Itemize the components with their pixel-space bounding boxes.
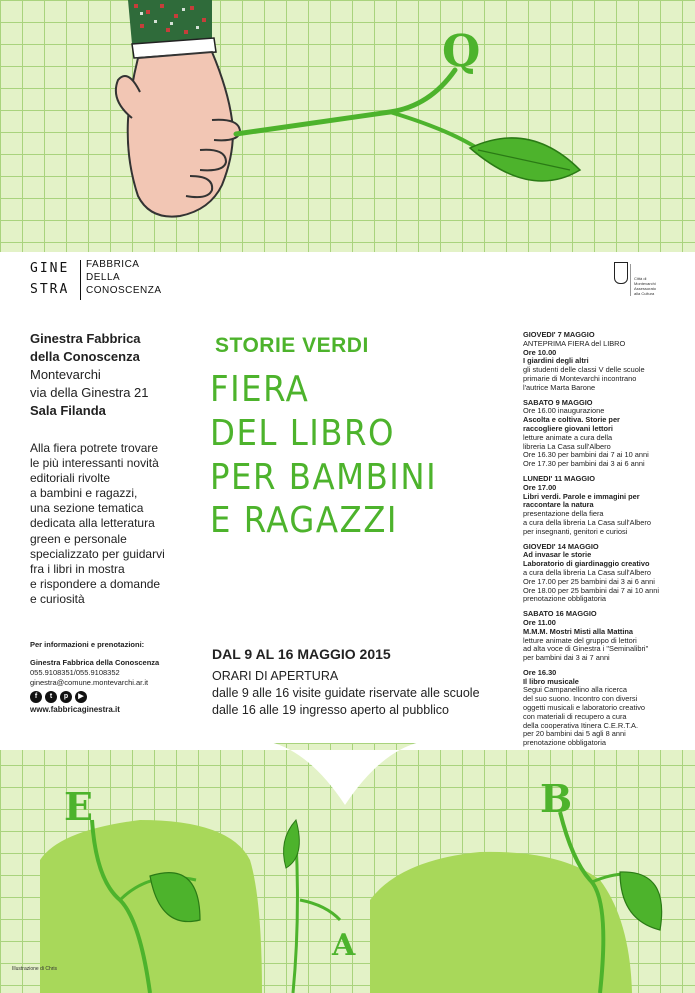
title-line: PER BAMBINI <box>210 456 438 498</box>
event-line: I giardini degli altri <box>523 356 589 366</box>
logo-text <box>86 258 206 297</box>
venue-room: Sala Filanda <box>30 403 106 418</box>
event-line: Ore 10.00 <box>523 347 557 357</box>
twitter-icon[interactable]: t <box>45 691 57 703</box>
event-line: Ore 18.00 per 25 bambini dai 7 ai 10 anni <box>523 585 659 595</box>
logo-text-line: CONOSCENZA <box>86 285 162 296</box>
intro-line: le più interessanti novità <box>30 456 159 471</box>
title-line: DEL LIBRO <box>210 412 396 454</box>
venue-block <box>30 330 205 420</box>
intro-line: green e personale <box>30 531 127 546</box>
event-line: gli studenti delle classi V delle scuole <box>523 365 645 375</box>
event-line: Ore 17.30 per bambini dai 3 ai 6 anni <box>523 459 645 469</box>
intro-line: fra i libri in mostra <box>30 561 125 576</box>
intro-line: e rispondere a domande <box>30 576 161 591</box>
intro-line: a bambini e ragazzi, <box>30 486 138 501</box>
event-line: a cura della libreria La Casa sull'Albero <box>523 517 651 527</box>
comune-logo <box>614 262 684 302</box>
info-email[interactable]: ginestra@comune.montevarchi.ar.it <box>30 678 149 687</box>
svg-text:A: A <box>332 928 356 963</box>
venue-name: Ginestra Fabbrica <box>30 331 141 346</box>
event-day: GIOVEDI' 14 MAGGIO <box>523 541 599 551</box>
event-line: libreria La Casa sull'Albero <box>523 441 611 451</box>
comune-line: alla Cultura <box>634 291 655 296</box>
website-link[interactable]: www.fabbricaginestra.it <box>30 705 120 714</box>
social-icons <box>30 691 215 703</box>
hand <box>116 52 240 217</box>
intro-line: Alla fiera potrete trovare <box>30 441 159 455</box>
illustration-credit: Illustrazione di Chris <box>12 966 58 972</box>
event-subtitle: STORIE VERDI <box>215 334 369 357</box>
logo-text-line: DELLA <box>86 272 121 283</box>
event-line: M.M.M. Mostri Misti alla Mattina <box>523 626 634 636</box>
svg-text:E: E <box>64 784 93 829</box>
hills <box>40 820 632 993</box>
event-line: ANTEPRIMA FIERA del LIBRO <box>523 338 626 348</box>
opening-hours <box>212 668 480 719</box>
comune-divider <box>630 264 631 296</box>
event-line: per 20 bambini dai 5 agli 8 anni <box>523 729 626 739</box>
program-event <box>523 669 691 748</box>
hours-heading: ORARI DI APERTURA <box>212 669 339 683</box>
sprout-a <box>284 820 356 993</box>
event-line: del suo suono. Incontro con diversi <box>523 694 638 704</box>
intro-line: una sezione tematica <box>30 501 144 516</box>
event-line: l'autrice Marta Barone <box>523 382 596 392</box>
event-line: Laboratorio di giardinaggio creativo <box>523 559 650 569</box>
event-line: prenotazione obbligatoria <box>523 594 607 604</box>
title-line: E RAGAZZI <box>210 500 398 542</box>
event-line: a cura della libreria La Casa sull'Albero <box>523 567 651 577</box>
contact-info <box>30 640 215 715</box>
event-line: Segui Campanellino alla ricerca <box>523 685 627 695</box>
event-line: con materiali di recupero a cura <box>523 711 627 721</box>
logo-text-line: FABBRICA <box>86 259 140 270</box>
intro-line: specializzato per guidarvi <box>30 546 165 561</box>
event-day: LUNEDI' 11 MAGGIO <box>523 473 595 483</box>
logo-mark <box>30 258 80 304</box>
intro-text <box>30 441 215 607</box>
sprout-q <box>236 26 580 181</box>
logo-mark-line: STRA <box>30 282 70 297</box>
program-event <box>523 331 691 393</box>
event-line: letture animate a cura della <box>523 432 613 442</box>
event-line: raccogliere giovani lettori <box>523 423 613 433</box>
svg-text:Q: Q <box>442 26 481 77</box>
info-heading: Per informazioni e prenotazioni: <box>30 640 145 649</box>
crest-icon <box>614 262 628 284</box>
svg-text:B: B <box>540 776 573 821</box>
event-day: Ore 16.30 <box>523 667 557 677</box>
event-line: Il libro musicale <box>523 676 579 686</box>
comune-line: Montevarchi <box>634 281 656 286</box>
program-event <box>523 475 691 537</box>
event-line: presentazione della fiera <box>523 509 604 519</box>
event-line: letture animate del gruppo di lettori <box>523 635 637 645</box>
event-line: oggetti musicali e laboratorio creativo <box>523 703 646 713</box>
event-line: Ore 17.00 <box>523 482 557 492</box>
comune-text <box>634 276 682 296</box>
event-line: Libri verdi. Parole e immagini per <box>523 491 640 501</box>
event-line: primarie di Montevarchi incontrano <box>523 373 637 383</box>
hours-line: dalle 16 alle 19 ingresso aperto al pubblico <box>212 703 449 717</box>
event-line: Ore 16.00 inaugurazione <box>523 406 605 416</box>
pinterest-icon[interactable]: p <box>60 691 72 703</box>
event-line: ad alta voce di Ginestra i "Seminalibri" <box>523 644 649 654</box>
event-line: Ascolta e coltiva. Storie per <box>523 415 620 425</box>
event-day: SABATO 16 MAGGIO <box>523 609 597 619</box>
event-line: raccontare la natura <box>523 500 594 510</box>
comune-line: Assessorato <box>634 286 657 291</box>
intro-line: dedicata alla letteratura <box>30 516 155 531</box>
youtube-icon[interactable]: ▶ <box>75 691 87 703</box>
venue-name: della Conoscenza <box>30 349 140 364</box>
venue-street: via della Ginestra 21 <box>30 385 149 400</box>
facebook-icon[interactable]: f <box>30 691 42 703</box>
event-line: prenotazione obbligatoria <box>523 738 607 748</box>
sleeve <box>128 0 216 58</box>
event-line: Ad invasar le storie <box>523 550 592 560</box>
hours-line: dalle 9 alle 16 visite guidate riservate alle scuole <box>212 686 480 700</box>
event-day: GIOVEDI' 7 MAGGIO <box>523 330 595 339</box>
venue-city: Montevarchi <box>30 367 101 382</box>
event-line: della cooperativa Itinera C.E.R.T.A. <box>523 720 639 730</box>
event-line: per insegnanti, genitori e curiosi <box>523 526 628 536</box>
event-title <box>210 368 520 543</box>
logo-divider <box>80 260 81 300</box>
event-line: per bambini dai 3 ai 7 anni <box>523 653 610 663</box>
logo-mark-line: GINE <box>30 261 70 276</box>
program-event <box>523 610 691 663</box>
info-org: Ginestra Fabbrica della Conoscenza <box>30 658 160 667</box>
program-event <box>523 399 691 469</box>
intro-line: editoriali rivolte <box>30 471 111 486</box>
program-event <box>523 543 691 605</box>
intro-line: e curiosità <box>30 591 85 606</box>
event-day: SABATO 9 MAGGIO <box>523 397 593 407</box>
event-dates: DAL 9 AL 16 MAGGIO 2015 <box>212 646 391 662</box>
event-line: Ore 11.00 <box>523 617 556 627</box>
program-schedule <box>523 331 691 754</box>
event-line: Ore 17.00 per 25 bambini dai 3 ai 6 anni <box>523 576 655 586</box>
comune-line: Città di <box>634 276 647 281</box>
event-line: Ore 16.30 per bambini dai 7 ai 10 anni <box>523 450 649 460</box>
info-phone[interactable]: 055.9108351/055.9108352 <box>30 668 120 677</box>
title-line: FIERA <box>210 369 310 410</box>
